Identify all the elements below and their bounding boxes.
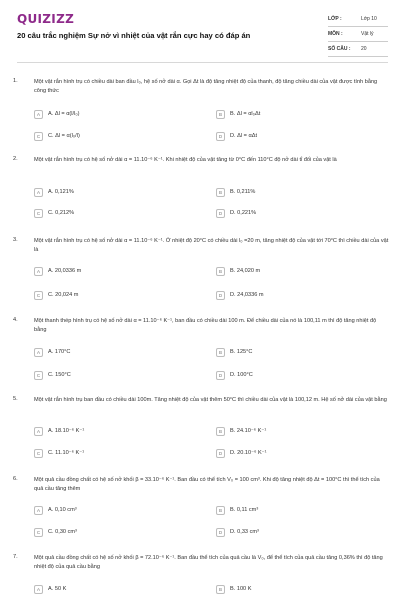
option-text: C. 11.10⁻⁶ K⁻¹ [48,450,85,456]
option-text: B. 0,11 cm³ [230,507,259,513]
option-letter-box: C [34,291,43,300]
option-text: B. 100 K [230,586,252,592]
option-text: A. 18.10⁻⁶ K⁻¹ [48,428,85,434]
option-text: B. 0,211% [230,189,256,195]
option-text: C. 0,30 cm³ [48,529,77,535]
header-divider [17,62,388,63]
question-text: Một quả cầu đồng chất có hệ số nở khối β = 33.10⁻⁶ K⁻¹. Ban đầu có thể tích V₀ = 100 cm³. Khi độ tăng nhiệt độ Δt = 100°C thì thể tích của quả cầu tăng thêm [34,477,380,492]
question-number: 3. [13,237,18,243]
option-text: D. Δl = αΔt [230,133,258,139]
option-d[interactable] [216,289,264,301]
question-text: Một vật rắn hình trụ ban đầu có chiều dài 100m. Tăng nhiệt độ của vật thêm 50°C thì chiều dài của vật là 100,12 m. Hệ số nở dài của vật bằng [34,397,387,403]
option-c[interactable] [34,289,78,301]
option-a[interactable] [34,425,84,437]
option-text: D. 100°C [230,372,253,378]
option-letter-box: C [34,528,43,537]
option-letter-box: C [34,132,43,141]
option-text: C. 150°C [48,372,71,378]
option-c[interactable] [34,526,77,538]
question-text: Một vật rắn hình trụ có hệ số nở dài α = 11.10⁻⁶ K⁻¹. Ở nhiệt độ 20°C có chiều dài l₀ =20 m, tăng nhiệt độ của vật tới 70°C thì chiều dài của vật là [34,238,389,253]
option-c[interactable] [34,447,84,459]
option-b[interactable] [216,425,266,437]
option-a[interactable] [34,108,80,120]
option-letter-box: A [34,348,43,357]
option-text: B. 125°C [230,349,253,355]
option-letter-box: B [216,267,225,276]
option-text: B. 24.10⁻⁶ K⁻¹ [230,428,267,434]
option-text: C. 0,212% [48,210,75,216]
option-letter-box: D [216,528,225,537]
option-d[interactable] [216,130,257,142]
option-letter-box: B [216,585,225,594]
option-letter-box: D [216,449,225,458]
option-d[interactable] [216,526,259,538]
option-letter-box: D [216,371,225,380]
option-text: B. Δl = αl₀Δt [230,111,261,117]
meta-key: SỐ CÂU : [328,46,351,52]
option-letter-box: D [216,209,225,218]
option-text: A. Δl = α(l/l₀) [48,111,80,117]
option-letter-box: A [34,427,43,436]
option-b[interactable] [216,186,255,198]
option-a[interactable] [34,265,81,277]
option-c[interactable] [34,207,74,219]
option-letter-box: B [216,506,225,515]
meta-row-class [328,12,388,27]
meta-row-subject [328,27,388,42]
option-letter-box: A [34,585,43,594]
option-text: A. 170°C [48,349,71,355]
meta-key: MÔN : [328,31,343,37]
worksheet-header [0,0,400,62]
option-letter-box: A [34,110,43,119]
option-b[interactable] [216,265,260,277]
meta-value: Lớp 10 [361,16,377,22]
question-number: 7. [13,554,18,560]
meta-value: Vật lý [361,31,374,37]
question-number: 2. [13,156,18,162]
option-d[interactable] [216,369,253,381]
option-b[interactable] [216,583,251,595]
question-number: 5. [13,396,18,402]
option-b[interactable] [216,346,252,358]
option-letter-box: C [34,449,43,458]
option-letter-box: B [216,348,225,357]
meta-value: 20 [361,46,367,52]
option-c[interactable] [34,130,80,142]
option-b[interactable] [216,504,258,516]
question-number: 4. [13,317,18,323]
option-a[interactable] [34,504,77,516]
question-text: Một vật rắn hình trụ có hệ số nở dài α = 11.10⁻⁶ K⁻¹. Khi nhiệt độ của vật tăng từ 0°C đến 110°C độ nở dài tỉ đối của vật là [34,157,337,163]
meta-key: LỚP : [328,16,342,22]
worksheet-title: 20 câu trắc nghiệm Sự nở vì nhiệt của vật rắn cực hay có đáp án [17,31,251,40]
option-letter-box: B [216,188,225,197]
option-a[interactable] [34,186,74,198]
option-a[interactable] [34,583,66,595]
option-text: A. 0,121% [48,189,74,195]
option-letter-box: B [216,427,225,436]
option-a[interactable] [34,346,70,358]
option-d[interactable] [216,207,256,219]
option-letter-box: A [34,506,43,515]
option-letter-box: A [34,267,43,276]
option-text: D. 24,0336 m [230,292,264,298]
quizizz-logo: QUIZIZZ [17,12,75,26]
meta-row-count [328,42,388,57]
option-letter-box: D [216,291,225,300]
question-text: Một vật rắn hình trụ có chiều dài ban đầu l₀, hệ số nở dài α. Gọi Δt là độ tăng nhiệt độ của thanh, độ tăng chiều dài của vật được tính bằng công thức [34,79,378,94]
option-text: C. Δl = α(l₀/l) [48,133,80,139]
option-letter-box: B [216,110,225,119]
option-text: A. 50 K [48,586,67,592]
option-text: C. 20,024 m [48,292,79,298]
option-letter-box: C [34,371,43,380]
option-text: D. 0,221% [230,210,257,216]
question-number: 6. [13,476,18,482]
option-letter-box: A [34,188,43,197]
option-letter-box: D [216,132,225,141]
option-b[interactable] [216,108,260,120]
question-text: Một thanh thép hình trụ có hệ số nở dài α = 11.10⁻⁶ K⁻¹, ban đầu có chiều dài 100 m. Để chiều dài của nó là 100,11 m thì độ tăng nhiệt độ bằng [34,318,377,333]
option-text: A. 20,0336 m [48,268,82,274]
option-text: D. 20.10⁻⁶ K⁻¹ [230,450,267,456]
option-text: B. 24,020 m [230,268,261,274]
option-text: A. 0,10 cm³ [48,507,77,513]
option-letter-box: C [34,209,43,218]
question-text: Một quả cầu đồng chất có hệ số nở khối β = 72.10⁻⁶ K⁻¹. Ban đầu thể tích của quả cầu là V₀, để thể tích của quả cầu tăng 0,36% thì độ tăng nhiệt độ của quả cầu bằng [34,555,383,570]
question-number: 1. [13,78,18,84]
option-text: D. 0,33 cm³ [230,529,259,535]
meta-table [328,12,388,57]
option-c[interactable] [34,369,71,381]
option-d[interactable] [216,447,267,459]
